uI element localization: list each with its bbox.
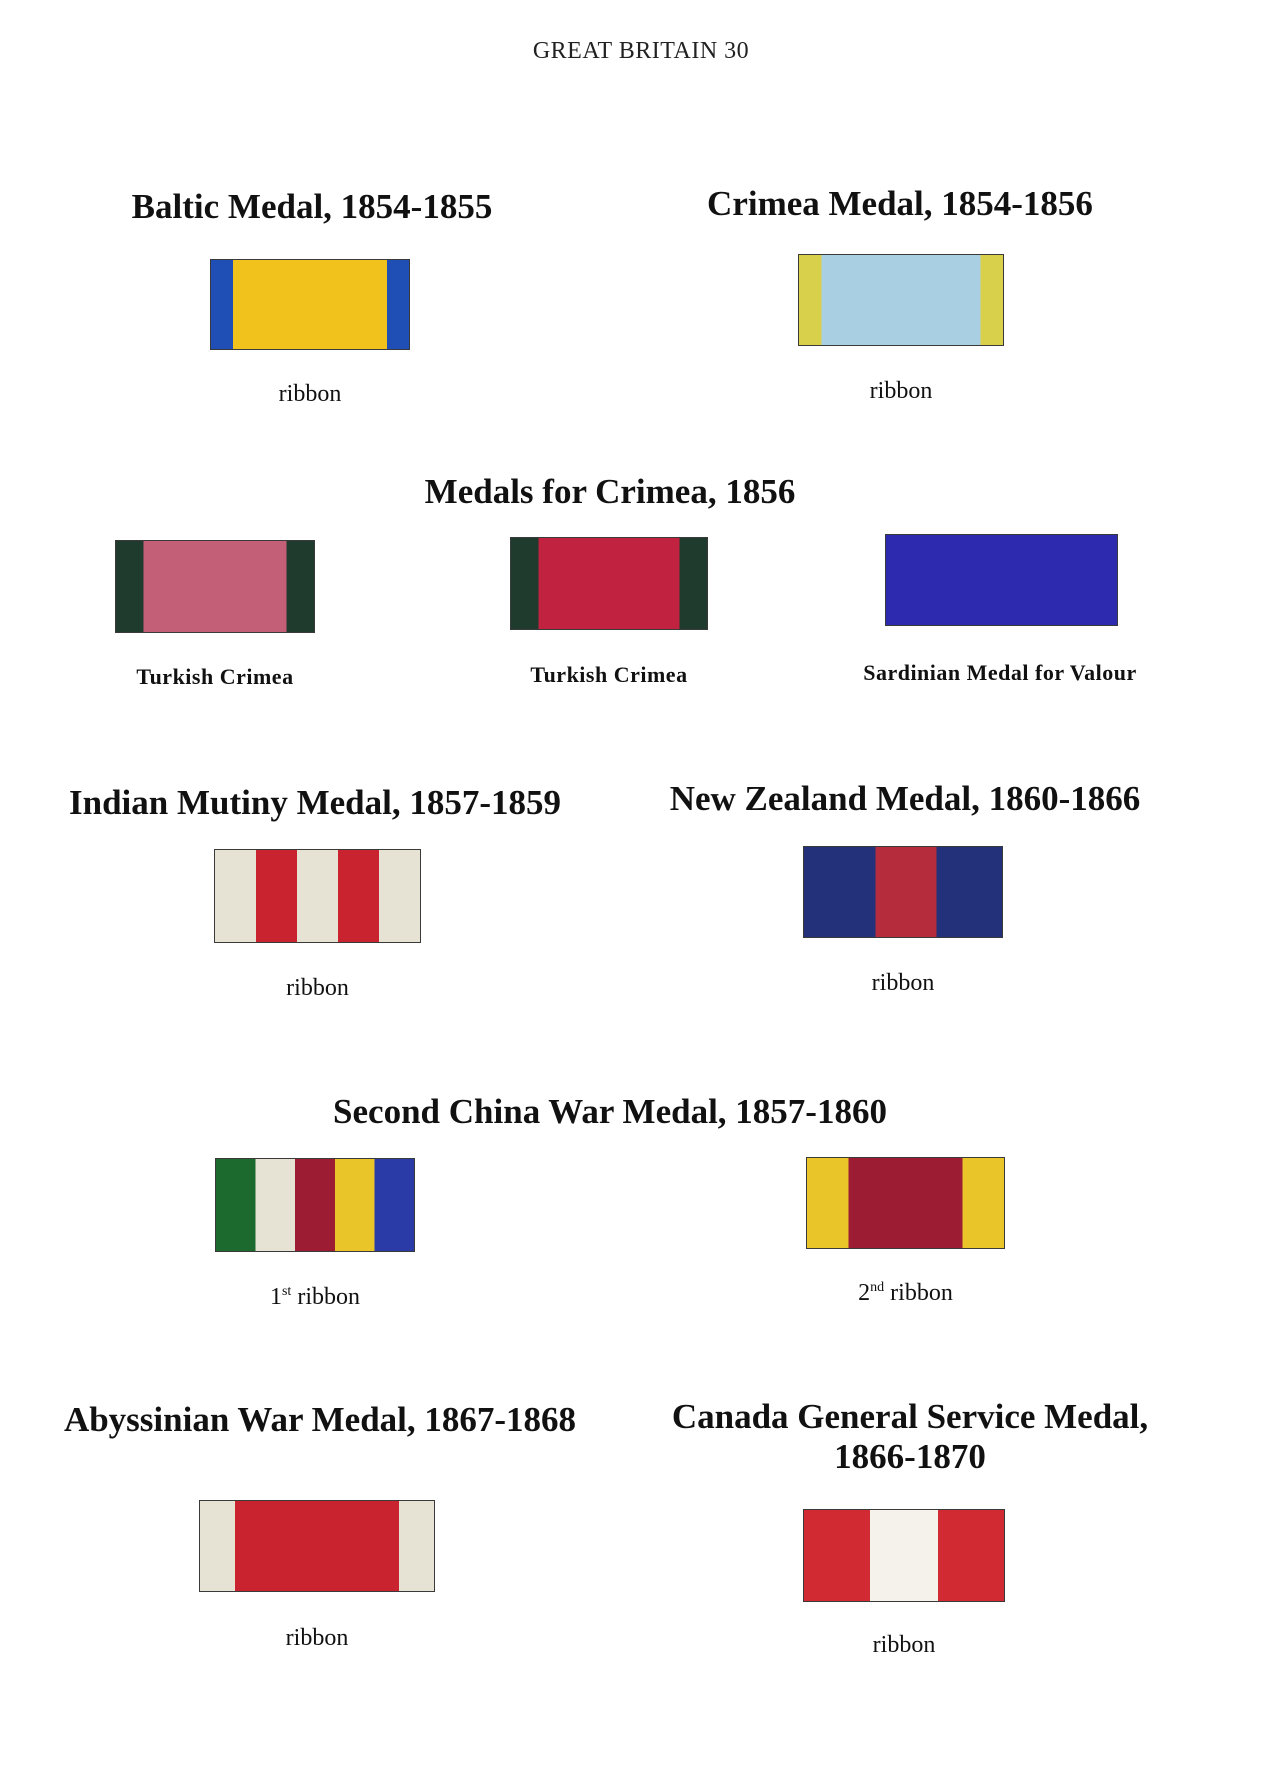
medals-for-crimea-title: Medals for Crimea, 1856 xyxy=(424,472,796,511)
new-zealand-medal-caption: ribbon xyxy=(871,970,935,996)
canada-gsm-title-line2: 1866-1870 xyxy=(834,1437,986,1476)
ribbon-label: ribbon xyxy=(890,1280,953,1306)
page-header: GREAT BRITAIN 30 xyxy=(532,38,750,64)
second-china-first-ribbon xyxy=(215,1158,415,1252)
sardinian-medal-caption: Sardinian Medal for Valour xyxy=(863,660,1137,685)
second-china-second-ribbon xyxy=(806,1157,1005,1249)
turkish-crimea-caption-2: Turkish Crimea xyxy=(530,662,688,687)
baltic-medal-title: Baltic Medal, 1854-1855 xyxy=(131,187,493,226)
canada-gsm-title-line1: Canada General Service Medal, xyxy=(671,1397,1149,1436)
canada-gsm-caption: ribbon xyxy=(872,1632,936,1658)
crimea-medal-ribbon xyxy=(798,254,1004,346)
turkish-crimea-caption-1: Turkish Crimea xyxy=(136,664,294,689)
second-china-war-medal-title: Second China War Medal, 1857-1860 xyxy=(333,1092,887,1131)
second-china-first-caption xyxy=(215,1284,415,1311)
turkish-crimea-ribbon-1 xyxy=(115,540,315,633)
abyssinian-war-medal-caption: ribbon xyxy=(285,1625,349,1651)
sardinian-medal-ribbon xyxy=(885,534,1118,626)
indian-mutiny-medal-title: Indian Mutiny Medal, 1857-1859 xyxy=(69,783,561,822)
new-zealand-medal-ribbon xyxy=(803,846,1003,938)
ribbon-label: ribbon xyxy=(297,1284,360,1310)
crimea-medal-caption: ribbon xyxy=(869,378,933,404)
indian-mutiny-medal-ribbon xyxy=(214,849,421,943)
second-china-second-caption xyxy=(806,1280,1005,1307)
abyssinian-war-medal-title: Abyssinian War Medal, 1867-1868 xyxy=(63,1400,577,1439)
ordinal-suffix: nd xyxy=(870,1280,885,1295)
crimea-medal-title: Crimea Medal, 1854-1856 xyxy=(707,184,1093,223)
ordinal-number: 2 xyxy=(858,1280,871,1306)
turkish-crimea-ribbon-2 xyxy=(510,537,708,630)
new-zealand-medal-title: New Zealand Medal, 1860-1866 xyxy=(669,779,1141,818)
abyssinian-war-medal-ribbon xyxy=(199,1500,435,1592)
canada-gsm-ribbon xyxy=(803,1509,1005,1602)
ordinal-suffix: st xyxy=(281,1284,292,1299)
ordinal-number: 1 xyxy=(269,1284,282,1310)
baltic-medal-caption: ribbon xyxy=(278,381,342,407)
indian-mutiny-medal-caption: ribbon xyxy=(286,975,349,1001)
baltic-medal-ribbon xyxy=(210,259,410,350)
